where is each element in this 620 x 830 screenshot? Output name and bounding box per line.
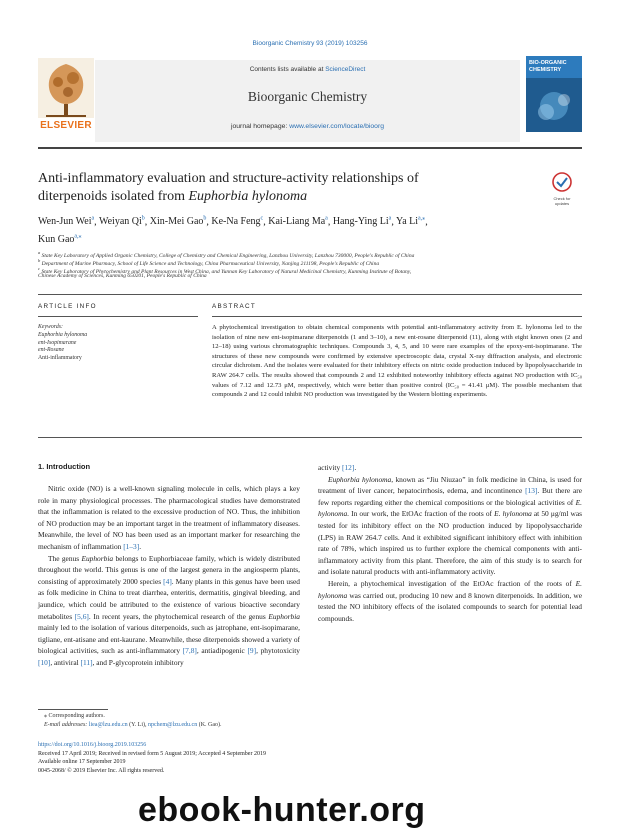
reference-link[interactable]: [7,8]: [182, 646, 197, 656]
keyword: Anti-inflammatory: [38, 355, 82, 362]
affiliation-b: $^b$ Department of Marine Pharmacy, School of Life Science and Technology, China Pharmaceutical University, Nanjing 211198, People's Republic of China: [38, 258, 380, 267]
title-species: Euphorbia hylonoma: [188, 189, 308, 204]
keywords-block: [38, 324, 178, 363]
info-top-divider: [38, 294, 582, 295]
sciencedirect-link[interactable]: ScienceDirect: [325, 66, 366, 73]
homepage-link[interactable]: www.elsevier.com/locate/bioorg: [289, 123, 385, 130]
email-link[interactable]: npchem@lzu.edu.cn: [148, 722, 198, 728]
intro-left-column: [38, 483, 300, 669]
abstract-body: A phytochemical investigation to obtain chemical components with potential anti-inflammatory activity from E. hylonoma led to the isolation of nine new ent-isopimarane diterpenoids (1 and 3–10), a new ent-rosane diterpenoid (11), along with eight known ones (2 and 12–18) using various chromatographic techniques. Compounds 3, 4, 5, and 10 were rare examples of the epoxy-ent-isopimarane. The structures of these new compounds were confirmed by extensive spectroscopic data, crystal X-ray diffraction analysis, and electronic circular dichroism. And the isolates were evaluated for their inhibitory effects on nitric oxide production induced by lipopolysaccharide in RAW 264.7 cells. The results showed that compounds 2 and 12 exhibited noteworthy inhibitory effects against NO production with IC₅₀ values of 7.12 and 12.73 μM, respectively, which were better than positive control (IC₅₀ = 41.41 μM). The possible mechanism that compounds 2 and 12 could inhibit NO production was investigated by the Western blotting experiments.: [212, 324, 582, 399]
copyright: 0045-2068/ © 2019 Elsevier Inc. All rights reserved.: [38, 767, 165, 774]
affiliation-c: $^c$ State Key Laboratory of Phytochemistry and Plant Resources in West China, and Yunnan Key Laboratory of Natural Medicinal Chemistry, Kunming Institute of Botany,: [38, 266, 412, 275]
watermark-text: ebook-hunter.org: [138, 791, 426, 829]
journal-citation[interactable]: Bioorganic Chemistry 93 (2019) 103256: [252, 40, 368, 47]
info-divider: [38, 316, 198, 317]
intro-paragraph: Euphorbia hylonoma, known as “Jiu Niuzao” in folk medicine in China, is used for treatment of liver cancer, hepatocirrhosis, edema, and incontinence [13]. But there are few reports regarding either the chemical compositions or the biological activities of E. hylonoma. In our work, the EtOAc fraction of the roots of E. hylonoma at 50 μg/ml was tested for its inhibitory effect on the NO production induced by lipopolysaccharide (LPS) in RAW 264.7 cells. And it exhibited significant inhibitory effect with inhibition rate of 78%, which inspired us to further explore the chemical components with anti-inflammatory activity from this plant. Therefore, the aim of this study is to search for and isolate natural products with anti-inflammatory activity.: [318, 474, 583, 577]
reference-link[interactable]: [1–3]: [123, 541, 140, 551]
author[interactable]: Kun Gao$^{a,⁎}$: [38, 233, 82, 245]
author[interactable]: Hang-Ying Li$^a$: [332, 216, 392, 228]
author[interactable]: Kai-Liang Ma$^a$: [268, 216, 328, 228]
journal-homepage-line: [95, 123, 520, 130]
homepage-prefix: journal homepage:: [230, 123, 290, 130]
journal-name: Bioorganic Chemistry: [247, 89, 368, 104]
author[interactable]: Weiyan Qi$^b$: [98, 216, 145, 228]
footnote-divider: [38, 709, 108, 710]
intro-paragraph: Nitric oxide (NO) is a well-known signaling molecule in cells, which plays a key role in many physiological processes. The pharmacological studies have demonstrated that the inflammation is related to the excessive production of NO. Thus, the inhibition of NO production may be an important target in the treatment of inflammatory diseases. Meanwhile, the level of NO has been used as an important marker for researching the mechanism of inflammation [1–3].: [38, 484, 300, 551]
email-note: E-mail addresses: liea@lzu.edu.cn (Y. Li), npchem@lzu.edu.cn (K. Gao).: [44, 722, 222, 728]
check-updates-icon: [548, 172, 576, 192]
check-updates-label: Check for updates: [553, 196, 571, 206]
title-line-2: [38, 188, 518, 206]
author[interactable]: Wen-Jun Wei$^a$: [38, 216, 95, 228]
keyword: ent-Isopimarane: [38, 339, 77, 346]
reference-link[interactable]: [10]: [38, 657, 51, 667]
intro-paragraph: Herein, a phytochemical investigation of the EtOAc fraction of the roots of E. hylonoma was carried out, producing 10 new and 8 known diterpenoids. In addition, we tested the NO inhibitory effects of the isolated compounds to search for potential lead compounds.: [318, 578, 582, 623]
reference-link[interactable]: [9]: [247, 646, 257, 656]
received-dates: Received 17 April 2019; Received in revised form 5 August 2019; Accepted 4 September 2019: [38, 750, 266, 757]
available-online: Available online 17 September 2019: [38, 759, 126, 766]
publisher-name: ELSEVIER: [40, 120, 92, 131]
reference-link[interactable]: [13]: [525, 486, 538, 496]
title-line-1: Anti-inflammatory evaluation and structure-activity relationships of: [38, 171, 419, 186]
affiliation-c-cont: Chinese Academy of Sciences, Kunming 650201, People's Republic of China: [38, 273, 207, 279]
abstract-divider: [212, 316, 582, 317]
keyword: Euphorbia hylonoma: [38, 331, 88, 338]
keywords-label: Keywords:: [38, 324, 63, 330]
affiliation-a: $^a$ State Key Laboratory of Applied Organic Chemistry, College of Chemistry and Chemical Engineering, Lanzhou University, Lanzhou 730000, People's Republic of China: [38, 250, 415, 259]
abstract-bottom-divider: [38, 437, 582, 438]
check-for-updates-badge[interactable]: [548, 172, 576, 206]
introduction-heading: 1. Introduction: [38, 462, 91, 471]
reference-link[interactable]: [11]: [80, 657, 93, 667]
cover-title: BIO-ORGANIC CHEMISTRY: [529, 60, 567, 73]
author[interactable]: Ya $Li^{a,⁎}$: [395, 216, 426, 228]
intro-right-column: [318, 462, 582, 624]
intro-paragraph: The genus Euphorbia belongs to Euphorbiaceae family, which is widely distributed throughout the world. This genus is one of the largest genera in the angiosperm plants, consisting of approximately 2000 species [4]. Many plants in this genus have been used as folk medicine in China to treat diarrhea, enteritis, dermatitis, gingival bleeding, and jaundice, which could be attributed to the existence of various bioactive secondary metabolites [5,6]. In recent years, the phytochemical research of the genus Euphorbia mainly led to the isolation of various diterpenoids, such as jatrophane, ent-isopimarane, tigliane, ent-atisane and ent-kaurane. Meanwhile, these diterpenoids showed a variety of biological activities, such as anti-inflammatory [7,8], antiadipogenic [9], phytotoxicity [10], antiviral [11], and P-glycoprotein inhibitory: [38, 553, 300, 667]
keyword: ent-Rosane: [38, 347, 65, 354]
reference-link[interactable]: [12]: [342, 463, 355, 472]
article-info-heading: ARTICLE INFO: [38, 303, 97, 310]
corresponding-note: ⁎ Corresponding authors.: [44, 713, 105, 719]
doi-link[interactable]: https://doi.org/10.1016/j.bioorg.2019.103256: [38, 742, 147, 748]
author[interactable]: Xin-Mei Gao$^b$: [149, 216, 207, 228]
author[interactable]: Ke-Na Feng$^c$: [211, 216, 264, 228]
reference-link[interactable]: [4]: [163, 576, 172, 586]
header-divider: [38, 147, 582, 149]
email-link[interactable]: liea@lzu.edu.cn: [88, 722, 128, 728]
title-line-2-prefix: diterpenoids isolated from: [38, 189, 189, 204]
journal-cover: [526, 56, 582, 132]
article-title: [38, 170, 518, 206]
contents-available-line: [95, 66, 520, 73]
intro-paragraph: activity [12].: [318, 463, 357, 472]
elsevier-logo: [38, 58, 94, 132]
contents-prefix: Contents lists available at: [249, 66, 326, 73]
author-list: Wen-Jun Wei$^a$, Weiyan Qi$^b$, Xin-Mei Gao$^b$, Ke-Na Feng$^c$, Kai-Liang Ma$^a$, Hang-Ying Li$^a$, Ya $Li^{a,⁎}$, Kun Gao$^{a,⁎}$: [38, 216, 428, 245]
email-label: E-mail addresses:: [44, 722, 89, 728]
abstract-heading: ABSTRACT: [212, 303, 256, 310]
article-footer: [38, 741, 368, 775]
reference-link[interactable]: [5,6]: [74, 611, 89, 621]
